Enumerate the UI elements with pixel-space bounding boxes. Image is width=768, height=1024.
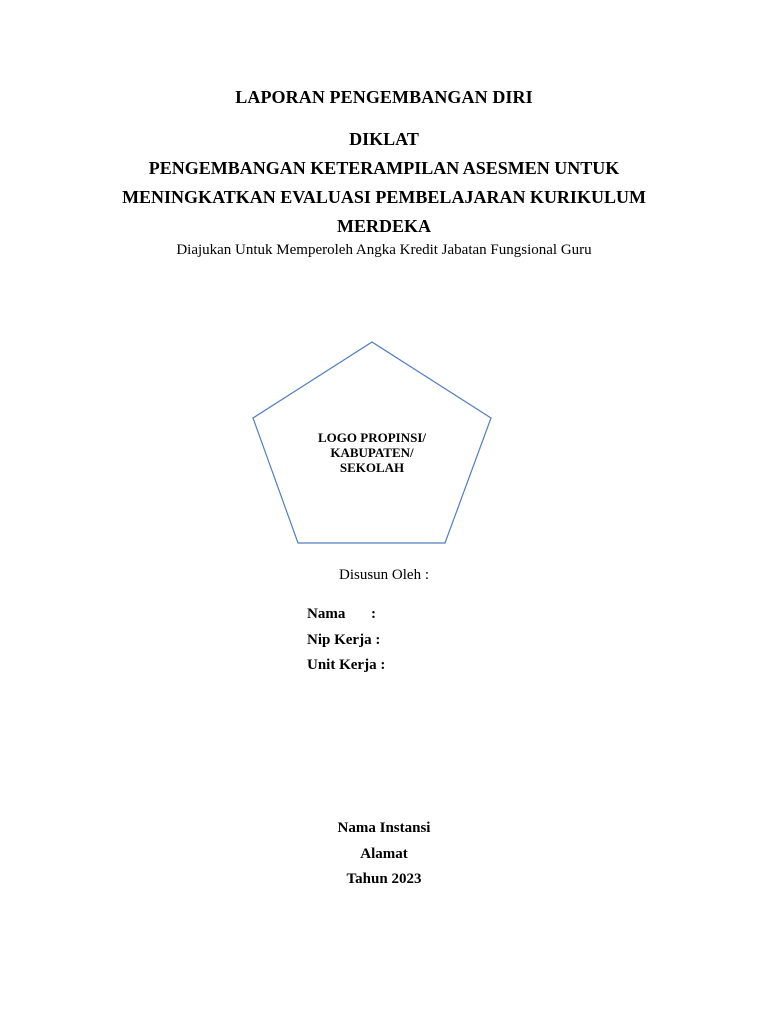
field-unit (307, 653, 385, 679)
heading-line-4: MERDEKA (337, 216, 431, 236)
heading-line-2: PENGEMBANGAN KETERAMPILAN ASESMEN UNTUK (148, 158, 620, 178)
institution-name: Nama Instansi (337, 820, 431, 836)
document-footer (0, 816, 768, 893)
heading-line-1: DIKLAT (349, 129, 419, 149)
document-year: Tahun 2023 (346, 871, 422, 887)
institution-address: Alamat (360, 845, 408, 862)
logo-line-1: LOGO PROPINSI/ (318, 430, 426, 445)
nama-label: Nama (307, 606, 346, 622)
unit-label: Unit Kerja : (307, 657, 386, 673)
document-title: LAPORAN PENGEMBANGAN DIRI (235, 87, 533, 107)
logo-label (250, 430, 494, 475)
logo-placeholder (250, 340, 494, 546)
nama-colon: : (371, 606, 376, 622)
document-subtitle: Diajukan Untuk Memperoleh Angka Kredit Jabatan Fungsional Guru (176, 242, 592, 258)
field-nama (307, 602, 385, 628)
author-fields (307, 602, 385, 679)
logo-line-3: SEKOLAH (339, 460, 405, 475)
field-nip (307, 628, 385, 654)
logo-line-2: KABUPATEN/ (330, 445, 414, 460)
nip-label: Nip Kerja : (307, 631, 381, 648)
training-heading (0, 125, 768, 241)
heading-line-3: MENINGKATKAN EVALUASI PEMBELAJARAN KURIKULUM (122, 187, 646, 207)
prepared-by-label: Disusun Oleh : (339, 567, 429, 583)
